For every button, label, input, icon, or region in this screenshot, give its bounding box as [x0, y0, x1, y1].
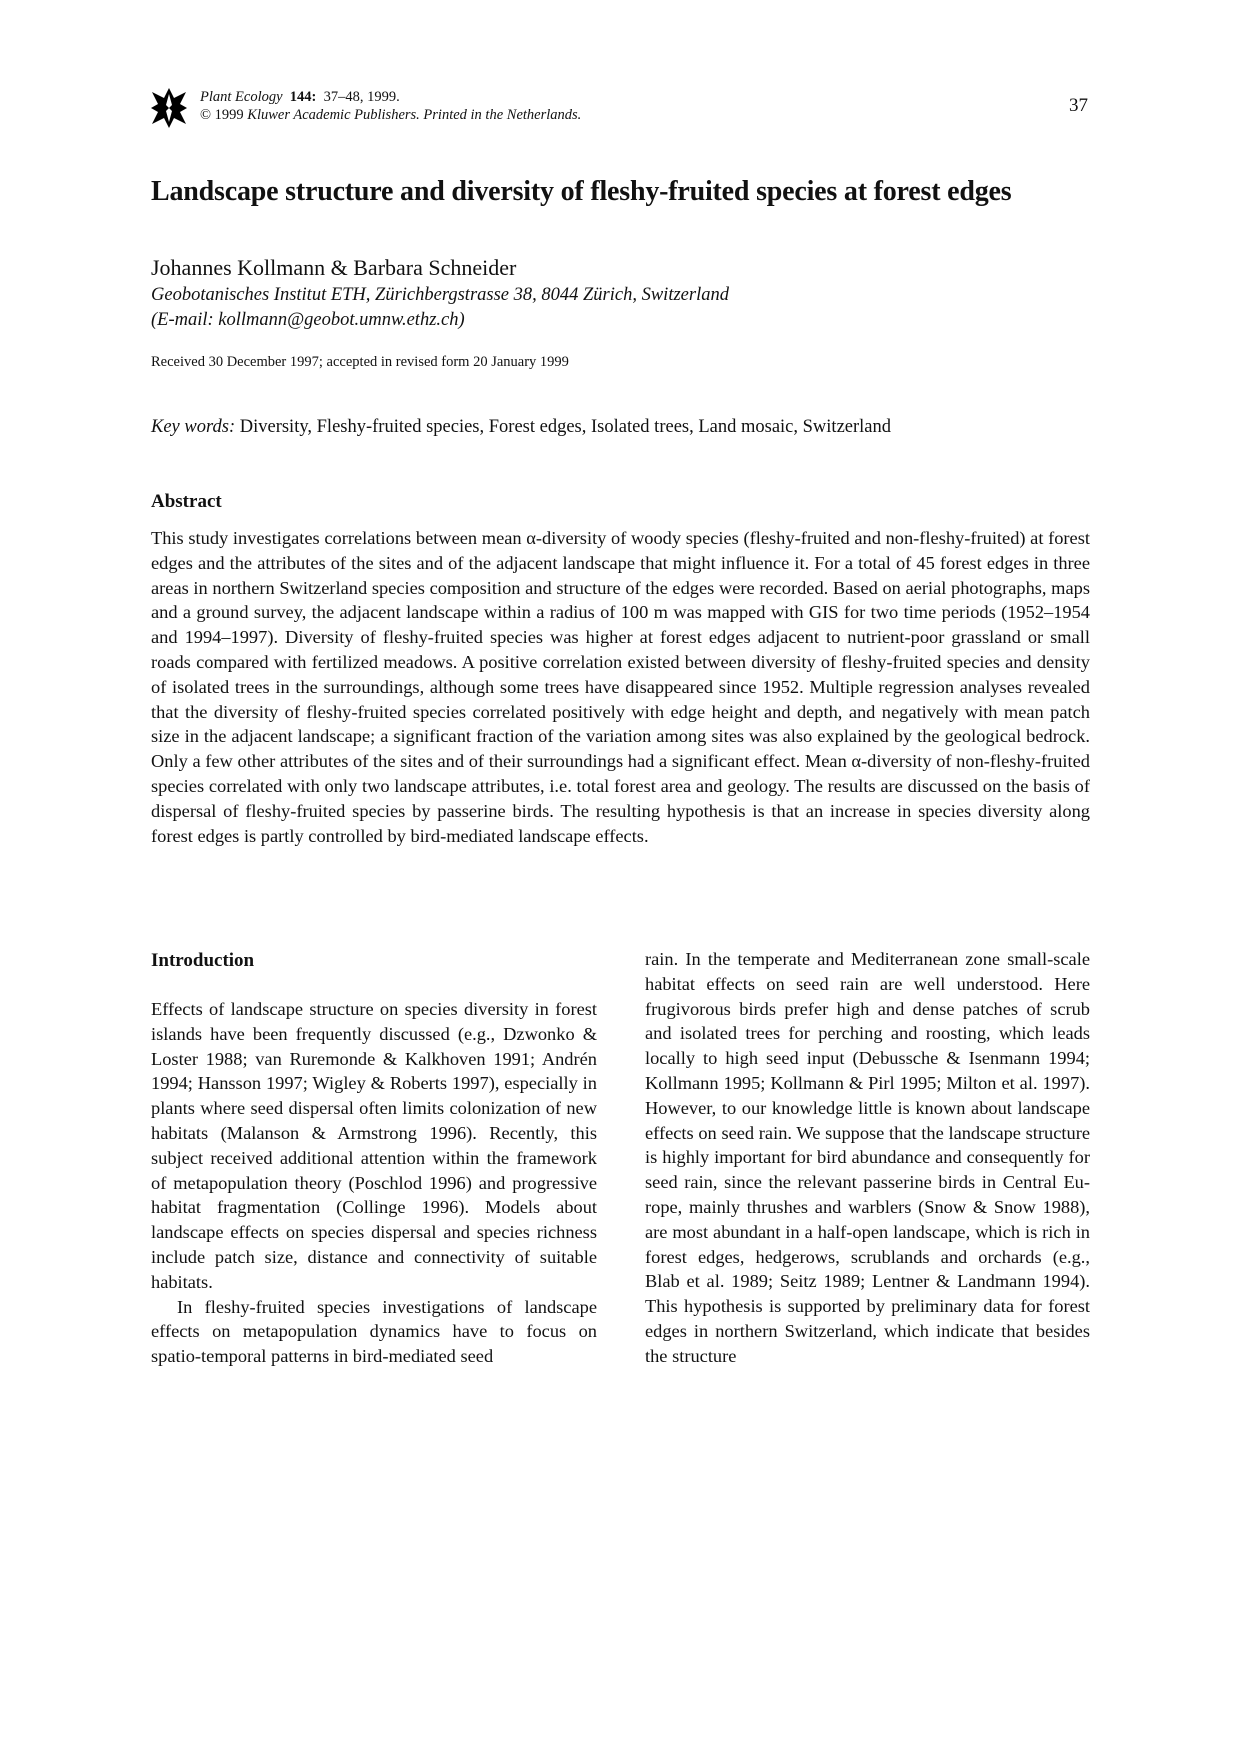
article-title: Landscape structure and diversity of fleshy-fruited species at forest edges [151, 176, 1012, 207]
received-dates: Received 30 December 1997; accepted in revised form 20 January 1999 [151, 354, 569, 370]
publisher-logo-icon [150, 86, 188, 130]
affiliation-email: (E-mail: kollmann@geobot.umnw.ethz.ch) [151, 310, 465, 330]
page-number: 37 [1069, 95, 1088, 116]
journal-line-1 [200, 88, 581, 106]
journal-line-2 [200, 106, 581, 124]
journal-citation [200, 88, 581, 124]
journal-pages-year: 37–48, 1999. [323, 89, 400, 105]
keywords-line [151, 417, 891, 438]
intro-paragraph: rain. In the temperate and Mediterranean zone small-scale habitat effects on seed rain are well understood. Here frugivorous birds prefer high and dense patches of scrub and isolated trees for perching and roosting, which leads locally to high seed input (Debussche & Isenmann 1994; Kollmann 1995; Kollmann & Pirl 1995; Milton et al. 1997). However, to our knowledge little is known about landscape effects on seed rain. We suppose that the landscape structure is highly important for bird abundance and consequently for seed rain, since the relevant passerine birds in Central Europe, mainly thrushes and warblers (Snow & Snow 1988), are most abundant in a half-open landscape, which is rich in forest edges, hedgerows, scrublands and orchards (e.g., Blab et al. 1989; Seitz 1989; Lentner & Landmann 1994). This hypothesis is supported by preliminary data for forest edges in northern Switzerland, which indicate that besides the structure [645, 949, 1090, 1366]
keywords-list: Diversity, Fleshy-fruited species, Forest edges, Isolated trees, Land mosaic, Switzerland [235, 417, 892, 437]
copyright-notice: © 1999 [200, 107, 248, 123]
abstract-heading: Abstract [151, 491, 222, 512]
body-column-left [151, 997, 597, 1369]
keywords-label: Key words: [151, 417, 236, 437]
publisher-name: Kluwer Academic Publishers. Printed in the Netherlands. [247, 107, 582, 123]
abstract-text: This study investigates correlations between mean α-diversity of woody species (fleshy-fruited and non-fleshy-fruited) at forest edges and the attributes of the sites and of the adjacent landscape that might influence it. For a total of 45 forest edges in three areas in northern Switzerland species composition and structure of the edges were recorded. Based on aerial photographs, maps and a ground survey, the adjacent landscape within a radius of 100 m was mapped with GIS for two time periods (1952–1954 and 1994–1997). Diversity of fleshy-fruited species was higher at forest edges adjacent to nutrient-poor grassland or small roads compared with fertilized meadows. A positive correlation existed between diversity of fleshy-fruited species and density of isolated trees in the surroundings, although some trees have disappeared since 1952. Multiple regression analyses revealed that the diversity of fleshy-fruited species correlated positively with edge height and depth, and negatively with mean patch size in the adjacent landscape; a significant fraction of the variation among sites was also explained by the geological bedrock. Only a few other attributes of the sites and of their surroundings had a significant effect. Mean α-diversity of non-fleshy-fruited species correlated with only two landscape attributes, i.e. total forest area and geology. The results are discussed on the basis of dispersal of fleshy-fruited species by passerine birds. The resulting hypothesis is that an increase in species diversity along forest edges is partly controlled by bird-mediated landscape effects. [151, 528, 1090, 846]
introduction-heading: Introduction [151, 950, 255, 971]
body-column-right [645, 947, 1090, 1369]
journal-volume: 144: [289, 89, 317, 105]
author-list: Johannes Kollmann & Barbara Schneider [151, 255, 517, 280]
author-affiliation [151, 283, 729, 333]
intro-paragraph: Effects of landscape structure on species diversity in forest islands have been frequently discussed (e.g., Dzwonko & Loster 1988; van Ruremonde & Kalkhoven 1991; Andrén 1994; Hansson 1997; Wigley & Roberts 1997), especially in plants where seed dispersal often limits colonization of new habitats (Malanson & Armstrong 1996). Recently, this subject received additional attention within the framework of metapopulation theory (Poschlod 1996) and progressive habitat fragmentation (Collinge 1996). Models about landscape effects on species dispersal and species richness include patch size, distance and connectivity of suitable habitats. [151, 999, 597, 1292]
journal-name: Plant Ecology [200, 89, 283, 105]
intro-paragraph: In fleshy-fruited species investigations of landscape effects on metapopulation dynamics have to focus on spatio-temporal patterns in bird-mediated seed [151, 1296, 597, 1367]
affiliation-address: Geobotanisches Institut ETH, Zürichbergstrasse 38, 8044 Zürich, Switzerland [151, 285, 729, 305]
